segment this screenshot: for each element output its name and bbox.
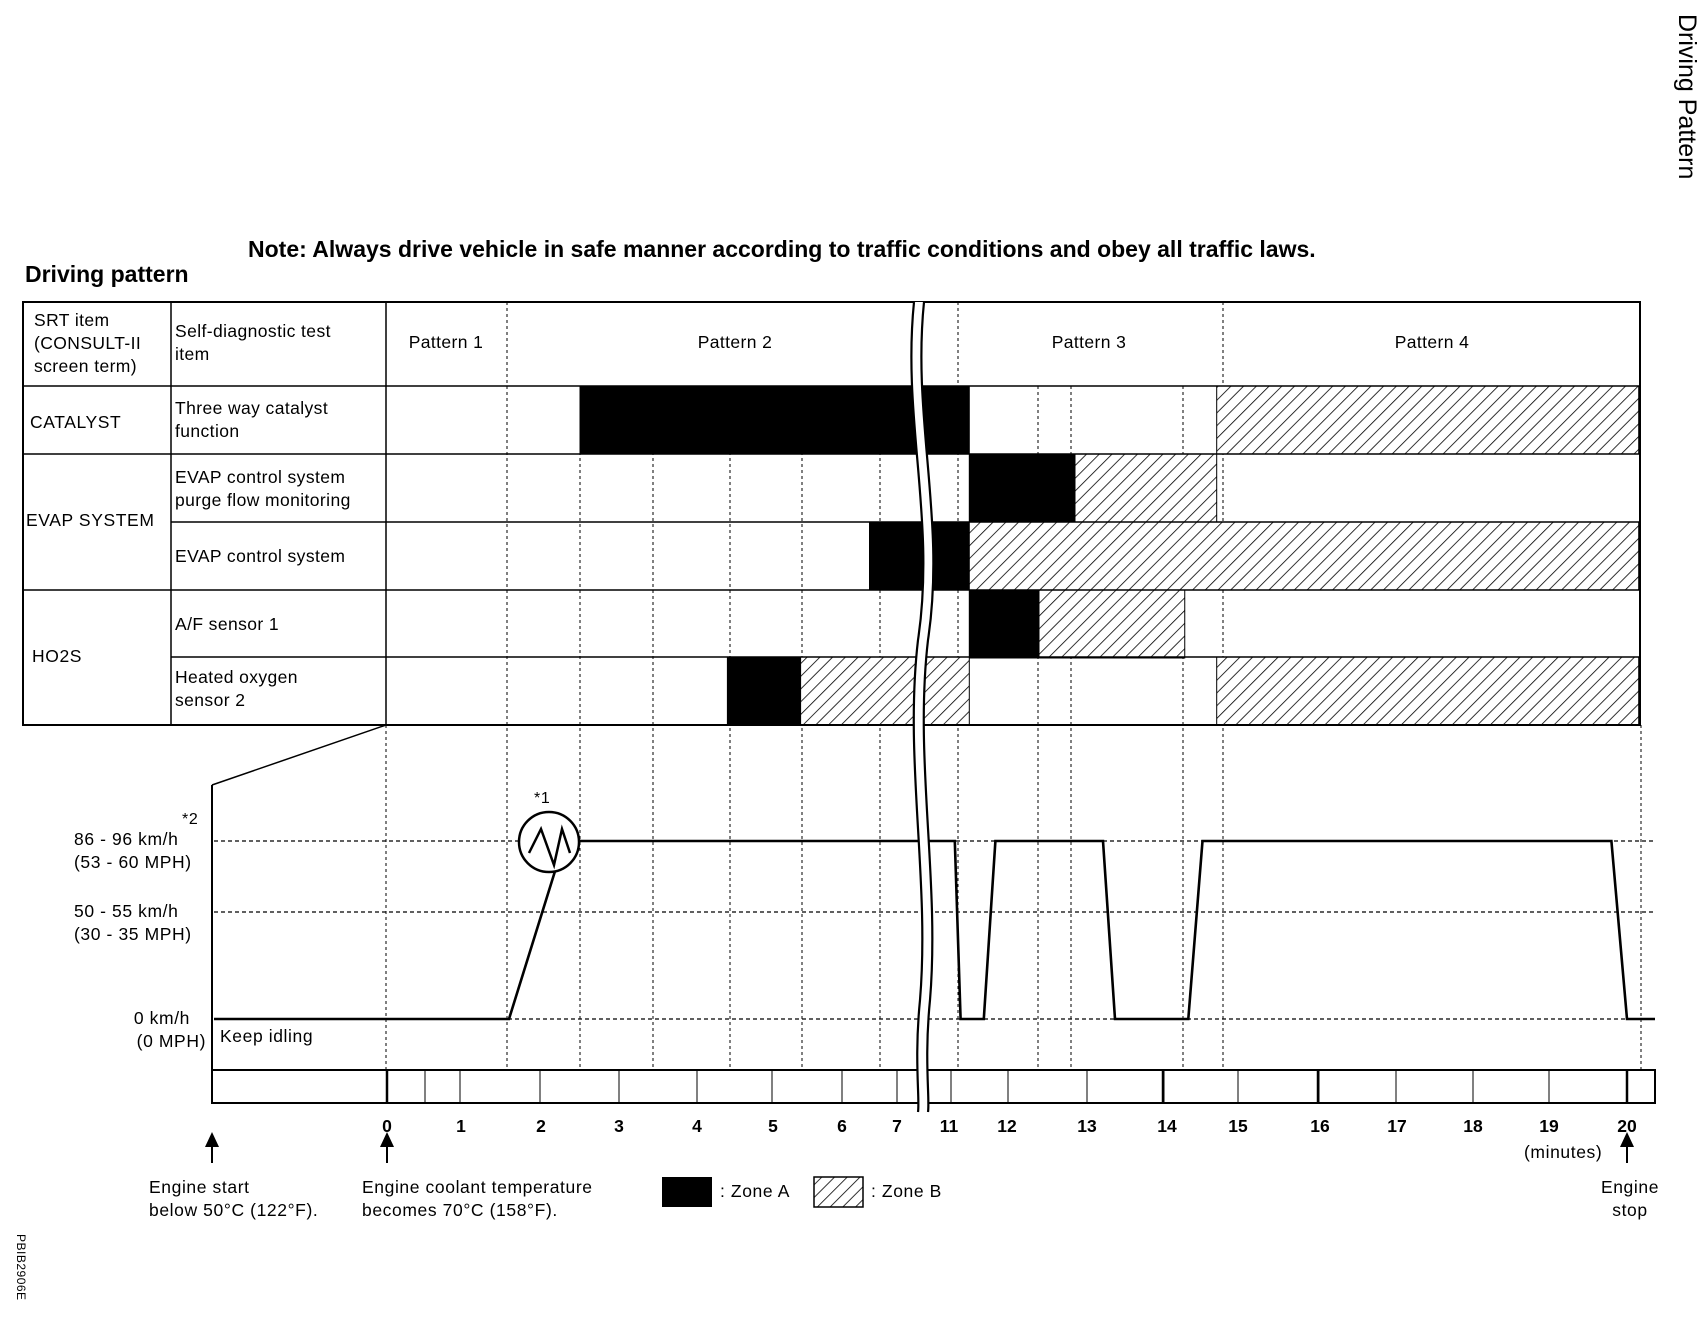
time-tick-label: 19: [1539, 1116, 1559, 1136]
speed-level-line: (0 MPH): [136, 1031, 206, 1051]
time-axis-unit: (minutes): [1524, 1142, 1603, 1162]
header-srt-line: screen term): [34, 356, 138, 376]
time-scale-bar: [212, 1070, 1655, 1103]
time-tick-label: 18: [1463, 1116, 1483, 1136]
zone-a-bar: [727, 657, 800, 725]
zone-b-bar: [969, 522, 1638, 590]
speed-level-line: (30 - 35 MPH): [74, 924, 192, 944]
header-srt-line: (CONSULT-II: [34, 333, 142, 353]
legend-zone-a-label: : Zone A: [720, 1181, 790, 1201]
group-evap-system: EVAP SYSTEM: [26, 510, 155, 530]
pattern-4-label: Pattern 4: [1394, 332, 1470, 352]
row-three-way-catalyst: [175, 397, 328, 443]
header-test-line: Self-diagnostic test: [175, 321, 331, 341]
note-mark-2: *2: [182, 811, 199, 828]
header-test-line: item: [175, 344, 210, 364]
row-label-line: Heated oxygen: [175, 667, 298, 687]
safety-note: Note: Always drive vehicle in safe manner according to traffic conditions and obey all traffic laws.: [248, 236, 1316, 262]
header-srt-item: [34, 309, 141, 378]
row-label-line: EVAP control system: [175, 467, 346, 487]
event-line: stop: [1612, 1200, 1648, 1220]
zone-b-bar: [1075, 454, 1217, 522]
group-ho2s: HO2S: [32, 646, 83, 666]
time-tick-label: 12: [997, 1116, 1017, 1136]
event-arrow-head: [205, 1132, 219, 1147]
zone-b-bar: [1217, 386, 1639, 454]
row-label-line: EVAP control system: [175, 546, 346, 566]
pattern-3-label: Pattern 3: [1051, 332, 1127, 352]
side-title: Driving Pattern: [1673, 14, 1701, 180]
time-tick-label: 5: [768, 1116, 778, 1136]
header-srt-line: SRT item: [34, 310, 110, 330]
keep-idling-label: Keep idling: [220, 1026, 314, 1046]
zone-a-bar: [969, 590, 1039, 658]
time-tick-label: 13: [1077, 1116, 1097, 1136]
time-tick-label: 14: [1157, 1116, 1177, 1136]
row-evap-control-system: [175, 545, 345, 568]
speed-chart: [212, 725, 1655, 1070]
time-tick-label: 20: [1617, 1116, 1637, 1136]
row-label-line: sensor 2: [175, 690, 246, 710]
time-tick-label: 2: [536, 1116, 546, 1136]
time-tick-label: 3: [614, 1116, 624, 1136]
row-heated-oxygen-sensor-2: [175, 666, 298, 712]
speed-profile-line: [214, 841, 1655, 1019]
zone-b-bar: [801, 657, 970, 725]
zone-a-bar: [870, 522, 970, 590]
group-catalyst: CATALYST: [30, 412, 122, 432]
legend-zone-b-swatch: [814, 1177, 863, 1207]
legend-zone-a-swatch: [662, 1177, 712, 1207]
zone-a-bar: [969, 454, 1075, 522]
event-line: below 50°C (122°F).: [149, 1200, 319, 1220]
event-coolant-temperature: [362, 1176, 593, 1222]
speed-level-high: [62, 828, 206, 874]
acceleration-mark-circle: [519, 812, 579, 872]
time-tick-label: 17: [1387, 1116, 1407, 1136]
zone-bars: [580, 386, 1639, 725]
zone-b-bar: [1039, 590, 1185, 658]
event-line: becomes 70°C (158°F).: [362, 1200, 558, 1220]
speed-level-zero: [62, 1007, 206, 1053]
row-evap-purge-flow: [175, 466, 351, 512]
row-label-line: A/F sensor 1: [175, 614, 280, 634]
zone-a-bar: [580, 386, 969, 454]
header-test-item: [175, 320, 331, 366]
event-line: Engine start: [149, 1177, 250, 1197]
document-code: PBIB2906E: [14, 1234, 28, 1301]
legend-zone-b-label: : Zone B: [871, 1181, 942, 1201]
row-label-line: Three way catalyst: [175, 398, 329, 418]
event-line: Engine coolant temperature: [362, 1177, 593, 1197]
time-tick-label: 0: [382, 1116, 392, 1136]
time-tick-label: 7: [892, 1116, 902, 1136]
speed-level-line: 0 km/h: [133, 1008, 190, 1028]
note-mark-1: *1: [534, 790, 551, 807]
time-tick-label: 16: [1310, 1116, 1330, 1136]
speed-level-mid: [62, 900, 206, 946]
row-label-line: function: [175, 421, 240, 441]
time-tick-label: 15: [1228, 1116, 1248, 1136]
zoom-wedge-line: [212, 725, 386, 785]
pattern-2-label: Pattern 2: [697, 332, 773, 352]
event-line: Engine: [1600, 1177, 1660, 1197]
row-label-line: purge flow monitoring: [175, 490, 351, 510]
event-engine-start: [149, 1176, 318, 1222]
page-heading: Driving pattern: [25, 261, 189, 287]
speed-level-line: 86 - 96 km/h: [74, 829, 179, 849]
time-tick-label: 4: [692, 1116, 702, 1136]
time-tick-label: 11: [939, 1116, 959, 1136]
time-tick-label: 6: [837, 1116, 847, 1136]
pattern-1-label: Pattern 1: [408, 332, 484, 352]
event-engine-stop: [1594, 1176, 1666, 1222]
time-tick-label: 1: [456, 1116, 466, 1136]
speed-level-line: 50 - 55 km/h: [74, 901, 179, 921]
speed-level-line: (53 - 60 MPH): [74, 852, 192, 872]
zone-b-bar: [1217, 657, 1639, 725]
row-af-sensor-1: [175, 613, 279, 636]
